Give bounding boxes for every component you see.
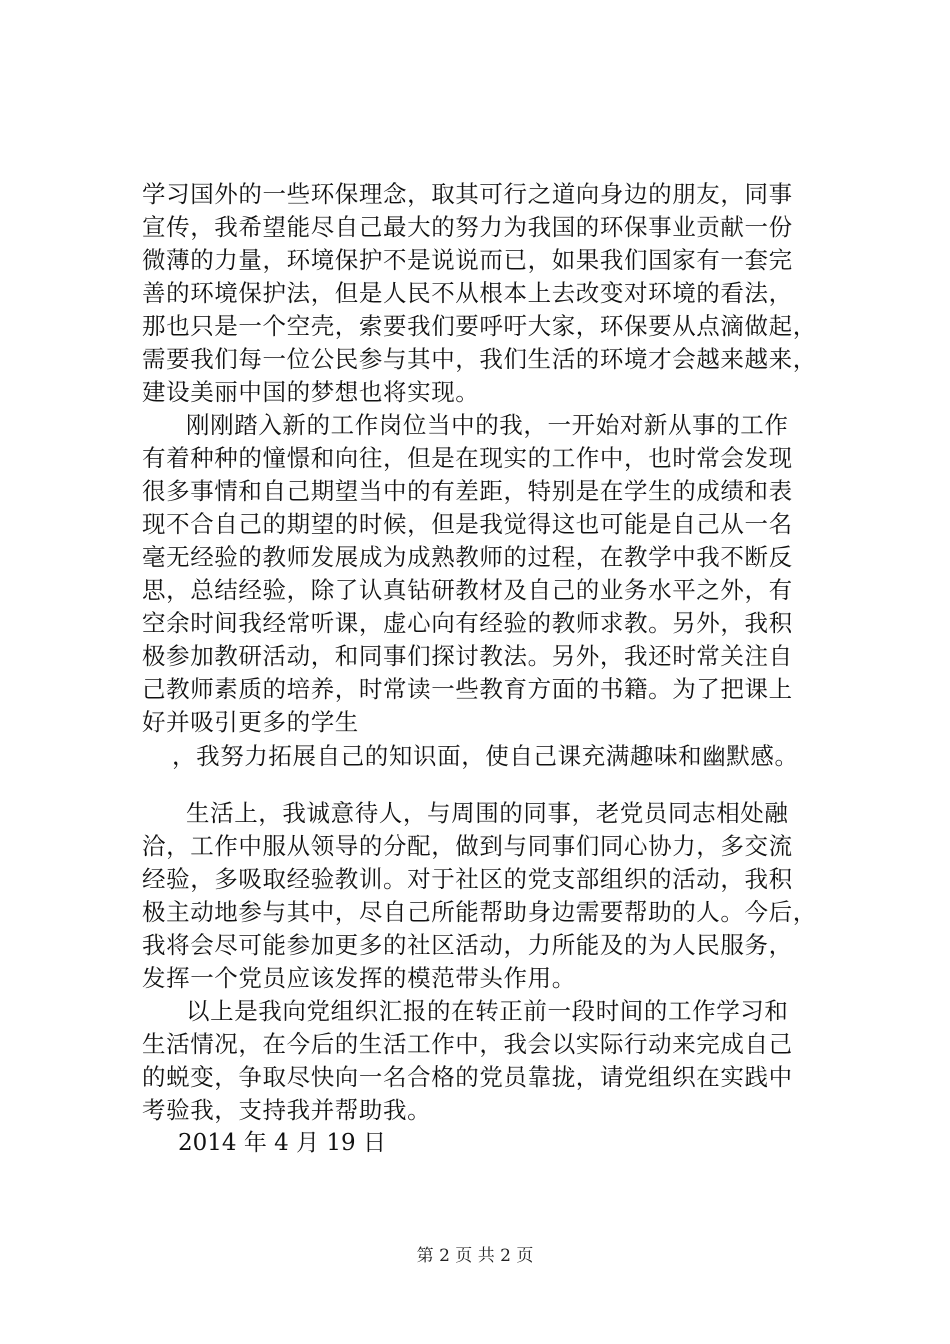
paragraph-5-line-2: 生活情况，在今后的生活工作中，我会以实际行动来完成自己	[142, 1030, 793, 1058]
paragraph-2-line-7: 空余时间我经常听课，虚心向有经验的教师求教。另外，我积	[142, 609, 793, 637]
paragraph-4-line-6: 发挥一个党员应该发挥的模范带头作用。	[142, 964, 576, 992]
paragraph-4-line-2: 洽，工作中服从领导的分配，做到与同事们同心协力，多交流	[142, 832, 793, 860]
paragraph-2-line-2: 有着种种的憧憬和向往，但是在现实的工作中，也时常会发现	[142, 444, 793, 472]
paragraph-5-line-1: 以上是我向党组织汇报的在转正前一段时间的工作学习和	[186, 997, 789, 1025]
paragraph-4-line-4: 极主动地参与其中，尽自己所能帮助身边需要帮助的人。今后，	[142, 898, 817, 926]
paragraph-5-line-3: 的蜕变，争取尽快向一名合格的党员靠拢，请党组织在实践中	[142, 1063, 793, 1091]
paragraph-4-line-5: 我将会尽可能参加更多的社区活动，力所能及的为人民服务，	[142, 931, 793, 959]
paragraph-2-line-8: 极参加教研活动，和同事们探讨教法。另外，我还时常关注自	[142, 642, 793, 670]
paragraph-3-line-1: ，我努力拓展自己的知识面，使自己课充满趣味和幽默感。	[172, 742, 799, 770]
paragraph-5-line-4: 考验我，支持我并帮助我。	[142, 1096, 432, 1124]
paragraph-4-line-3: 经验，多吸取经验教训。对于社区的党支部组织的活动，我积	[142, 865, 793, 893]
paragraph-2-line-1: 刚刚踏入新的工作岗位当中的我，一开始对新从事的工作	[186, 411, 789, 439]
paragraph-2-line-5: 毫无经验的教师发展成为成熟教师的过程，在教学中我不断反	[142, 543, 793, 571]
paragraph-2-line-9: 己教师素质的培养，时常读一些教育方面的书籍。为了把课上	[142, 675, 793, 703]
paragraph-1-line-4: 善的环境保护法，但是人民不从根本上去改变对环境的看法，	[142, 279, 793, 307]
paragraph-2-line-6: 思，总结经验，除了认真钻研教材及自己的业务水平之外，有	[142, 576, 793, 604]
paragraph-2-line-3: 很多事情和自己期望当中的有差距，特别是在学生的成绩和表	[142, 477, 793, 505]
paragraph-2-line-4: 现不合自己的期望的时候，但是我觉得这也可能是自己从一名	[142, 510, 793, 538]
paragraph-1-line-6: 需要我们每一位公民参与其中，我们生活的环境才会越来越来，	[142, 345, 817, 373]
paragraph-1-line-3: 微薄的力量，环境保护不是说说而已，如果我们国家有一套完	[142, 246, 793, 274]
paragraph-1-line-5: 那也只是一个空壳，索要我们要呼吁大家，环保要从点滴做起，	[142, 312, 817, 340]
paragraph-1-line-7: 建设美丽中国的梦想也将实现。	[142, 378, 480, 406]
document-date: 2014 年 4 月 19 日	[178, 1130, 386, 1156]
paragraph-2-line-10: 好并吸引更多的学生	[142, 708, 359, 736]
paragraph-4-line-1: 生活上，我诚意待人，与周围的同事，老党员同志相处融	[186, 799, 789, 827]
paragraph-1-line-2: 宣传，我希望能尽自己最大的努力为我国的环保事业贡献一份	[142, 213, 793, 241]
page-footer: 第 2 页 共 2 页	[416, 1246, 534, 1266]
paragraph-1-line-1: 学习国外的一些环保理念，取其可行之道向身边的朋友，同事	[142, 180, 793, 208]
